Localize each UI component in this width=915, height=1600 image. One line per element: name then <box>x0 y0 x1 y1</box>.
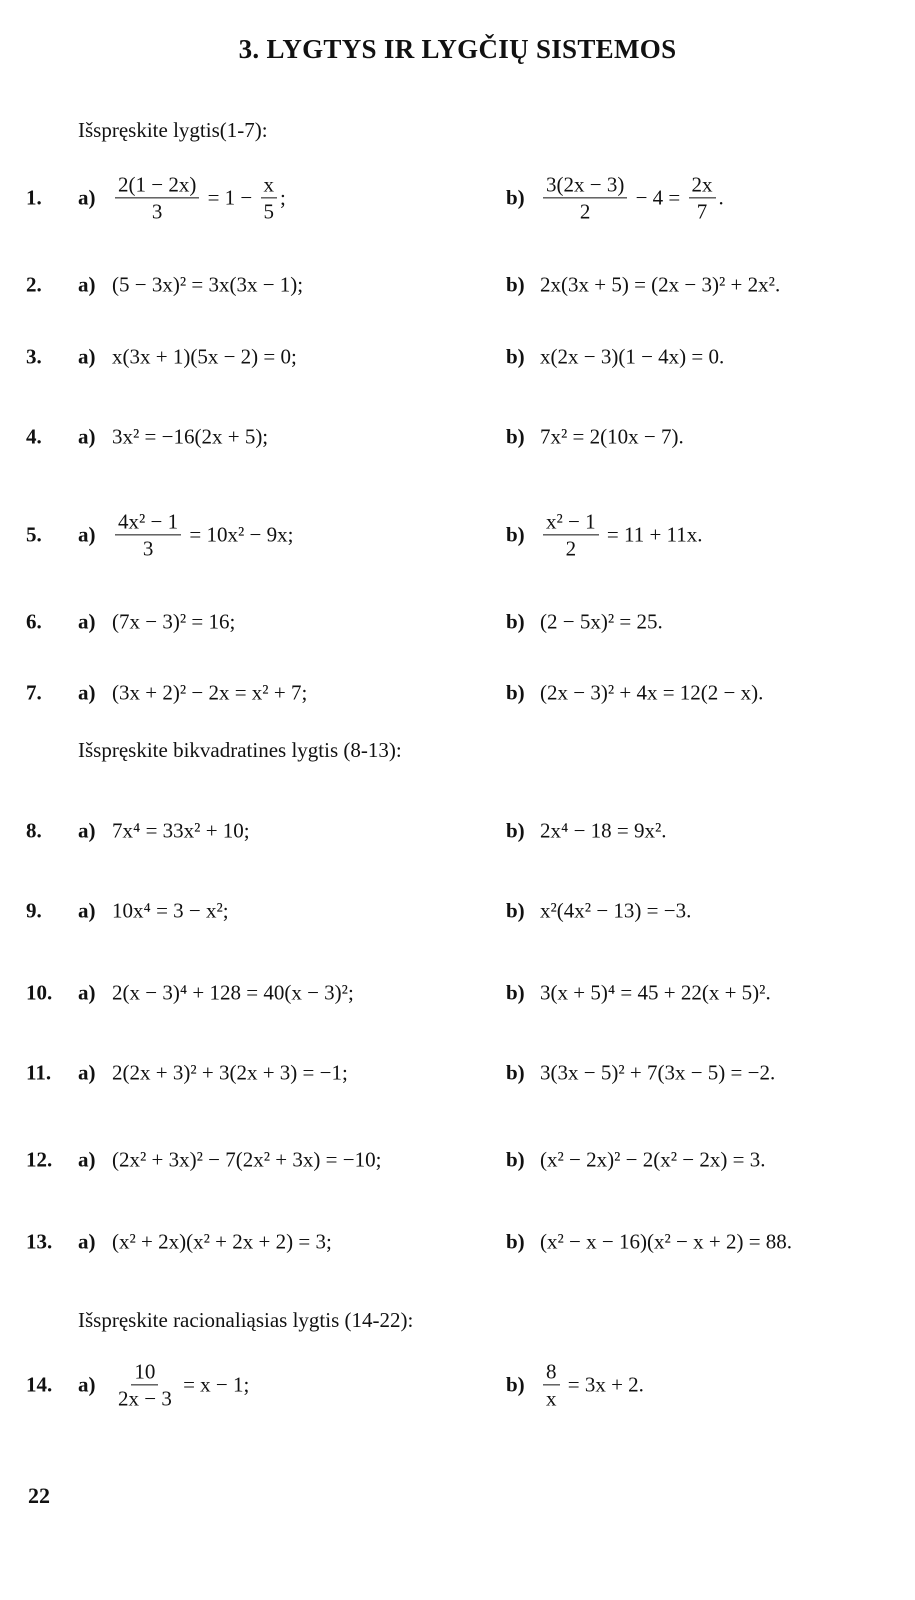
fraction <box>543 509 599 560</box>
equation-a <box>112 1148 381 1173</box>
equation-b <box>540 172 724 223</box>
problem-row <box>0 1147 915 1220</box>
fraction <box>115 1359 175 1410</box>
part-label-b: b) <box>506 1372 525 1397</box>
equation-text: = 1 − <box>202 185 258 210</box>
fraction <box>115 509 181 560</box>
equation-text: . <box>718 185 724 210</box>
part-label-a: a) <box>78 1372 96 1397</box>
equation-text: (2x² + 3x)² − 7(2x² + 3x) = −10; <box>112 1147 382 1172</box>
equation-b <box>540 1230 792 1255</box>
part-label-a: a) <box>78 818 96 843</box>
equation-text: 7x² = 2(10x − 7). <box>540 424 684 449</box>
equation-text: (x² − 2x)² − 2(x² − 2x) = 3. <box>540 1147 766 1172</box>
equation-a <box>112 273 303 298</box>
equation-text: = x − 1; <box>177 1372 250 1397</box>
fraction-denominator: 2 <box>565 536 577 561</box>
equation-text: x(3x + 1)(5x − 2) = 0; <box>112 344 297 369</box>
equation-a <box>112 610 235 635</box>
problem-row <box>0 609 915 682</box>
equation-a <box>112 819 250 844</box>
fraction-numerator: 10 <box>131 1359 158 1385</box>
problem-number: 4. <box>26 424 42 449</box>
problem-row <box>0 344 915 417</box>
part-label-b: b) <box>506 1229 525 1254</box>
equation-a <box>112 425 268 450</box>
equation-a <box>112 981 354 1006</box>
problem-number: 1. <box>26 185 42 210</box>
fraction-denominator: 2 <box>579 199 591 224</box>
chapter-title: 3. LYGTYS IR LYGČIŲ SISTEMOS <box>238 34 677 64</box>
equation-text: (3x + 2)² − 2x = x² + 7; <box>112 680 308 705</box>
part-label-b: b) <box>506 424 525 449</box>
fraction-denominator: 3 <box>151 199 163 224</box>
equation-a <box>112 345 297 370</box>
equation-text: 3(x + 5)⁴ = 45 + 22(x + 5)². <box>540 980 771 1005</box>
equation-text: 2(2x + 3)² + 3(2x + 3) = −1; <box>112 1060 348 1085</box>
part-label-a: a) <box>78 185 96 210</box>
equation-text: = 11 + 11x. <box>601 522 703 547</box>
fraction-numerator: 8 <box>543 1359 560 1385</box>
equation-text: (x² + 2x)(x² + 2x + 2) = 3; <box>112 1229 332 1254</box>
problem-number: 13. <box>26 1229 53 1254</box>
problem-number: 3. <box>26 344 42 369</box>
equation-text: 3(3x − 5)² + 7(3x − 5) = −2. <box>540 1060 776 1085</box>
equation-text: 2x⁴ − 18 = 9x². <box>540 818 667 843</box>
equation-b <box>540 1061 775 1086</box>
problem-number: 10. <box>26 980 53 1005</box>
fraction-numerator: 2x <box>689 172 716 198</box>
equation-text: (2x − 3)² + 4x = 12(2 − x). <box>540 680 764 705</box>
fraction-numerator: x <box>261 172 278 198</box>
equation-text: (5 − 3x)² = 3x(3x − 1); <box>112 272 304 297</box>
section-heading-biquadratic: Išspręskite bikvadratines lygtis (8-13): <box>78 738 402 762</box>
equation-a <box>112 1061 348 1086</box>
equation-b <box>540 425 684 450</box>
equation-text: 10x⁴ = 3 − x²; <box>112 898 229 923</box>
part-label-a: a) <box>78 272 96 297</box>
problem-number: 8. <box>26 818 42 843</box>
part-label-b: b) <box>506 344 525 369</box>
part-label-b: b) <box>506 898 525 923</box>
problem-number: 2. <box>26 272 42 297</box>
part-label-b: b) <box>506 185 525 210</box>
fraction <box>261 172 278 223</box>
part-label-a: a) <box>78 424 96 449</box>
section-heading-rational: Išspręskite racionaliąsias lygtis (14-22): <box>78 1308 414 1332</box>
problem-row <box>0 1359 915 1445</box>
fraction-denominator: 3 <box>142 536 154 561</box>
problem-row <box>0 818 915 891</box>
equation-text: (2 − 5x)² = 25. <box>540 609 663 634</box>
equation-text: x(2x − 3)(1 − 4x) = 0. <box>540 344 725 369</box>
equation-b <box>540 273 780 298</box>
equation-text: = 10x² − 9x; <box>184 522 294 547</box>
part-label-a: a) <box>78 980 96 1005</box>
equation-a <box>112 1359 249 1410</box>
problem-number: 11. <box>26 1060 52 1085</box>
equation-text: 2x(3x + 5) = (2x − 3)² + 2x². <box>540 272 781 297</box>
equation-text: (x² − x − 16)(x² − x + 2) = 88. <box>540 1229 793 1254</box>
equation-text: x²(4x² − 13) = −3. <box>540 898 692 923</box>
fraction-denominator: 5 <box>263 199 275 224</box>
fraction <box>115 172 199 223</box>
problem-row <box>0 680 915 753</box>
equation-b <box>540 899 691 924</box>
part-label-a: a) <box>78 1060 96 1085</box>
equation-b <box>540 681 763 706</box>
equation-b <box>540 345 724 370</box>
problem-number: 5. <box>26 522 42 547</box>
equation-b <box>540 1148 765 1173</box>
equation-b <box>540 981 771 1006</box>
part-label-b: b) <box>506 680 525 705</box>
part-label-b: b) <box>506 1060 525 1085</box>
equation-text: ; <box>280 185 286 210</box>
equation-a <box>112 681 307 706</box>
problem-number: 7. <box>26 680 42 705</box>
part-label-a: a) <box>78 344 96 369</box>
page-number: 22 <box>28 1483 50 1508</box>
problem-row <box>0 172 915 258</box>
problem-row <box>0 898 915 971</box>
part-label-b: b) <box>506 609 525 634</box>
equation-a <box>112 1230 332 1255</box>
fraction-denominator: 7 <box>696 199 708 224</box>
part-label-a: a) <box>78 898 96 923</box>
equation-b <box>540 819 667 844</box>
problem-row <box>0 424 915 497</box>
fraction-numerator: x² − 1 <box>543 509 599 535</box>
problem-number: 9. <box>26 898 42 923</box>
fraction-denominator: x <box>546 1386 557 1411</box>
fraction <box>543 172 627 223</box>
fraction <box>543 1359 560 1410</box>
equation-text: = 3x + 2. <box>562 1372 644 1397</box>
equation-text: − 4 = <box>630 185 686 210</box>
part-label-b: b) <box>506 818 525 843</box>
problem-row <box>0 1060 915 1133</box>
fraction-numerator: 3(2x − 3) <box>543 172 627 198</box>
equation-a <box>112 172 286 223</box>
fraction <box>689 172 716 223</box>
part-label-b: b) <box>506 1147 525 1172</box>
equation-b <box>540 610 663 635</box>
fraction-numerator: 4x² − 1 <box>115 509 181 535</box>
part-label-a: a) <box>78 1229 96 1254</box>
part-label-a: a) <box>78 680 96 705</box>
part-label-a: a) <box>78 522 96 547</box>
problem-number: 12. <box>26 1147 53 1172</box>
part-label-b: b) <box>506 980 525 1005</box>
part-label-b: b) <box>506 272 525 297</box>
equation-a <box>112 899 229 924</box>
part-label-a: a) <box>78 609 96 634</box>
problem-number: 6. <box>26 609 42 634</box>
equation-b <box>540 509 703 560</box>
equation-text: (7x − 3)² = 16; <box>112 609 236 634</box>
equation-text: 2(x − 3)⁴ + 128 = 40(x − 3)²; <box>112 980 354 1005</box>
equation-text: 3x² = −16(2x + 5); <box>112 424 269 449</box>
equation-b <box>540 1359 644 1410</box>
problem-row <box>0 509 915 595</box>
problem-row <box>0 1229 915 1302</box>
equation-a <box>112 509 293 560</box>
problem-row <box>0 272 915 345</box>
fraction-denominator: 2x − 3 <box>118 1386 172 1411</box>
section-heading-equations: Išspręskite lygtis(1-7): <box>78 118 268 142</box>
part-label-a: a) <box>78 1147 96 1172</box>
equation-text: 7x⁴ = 33x² + 10; <box>112 818 250 843</box>
problem-number: 14. <box>26 1372 53 1397</box>
part-label-b: b) <box>506 522 525 547</box>
fraction-numerator: 2(1 − 2x) <box>115 172 199 198</box>
problem-row <box>0 980 915 1053</box>
